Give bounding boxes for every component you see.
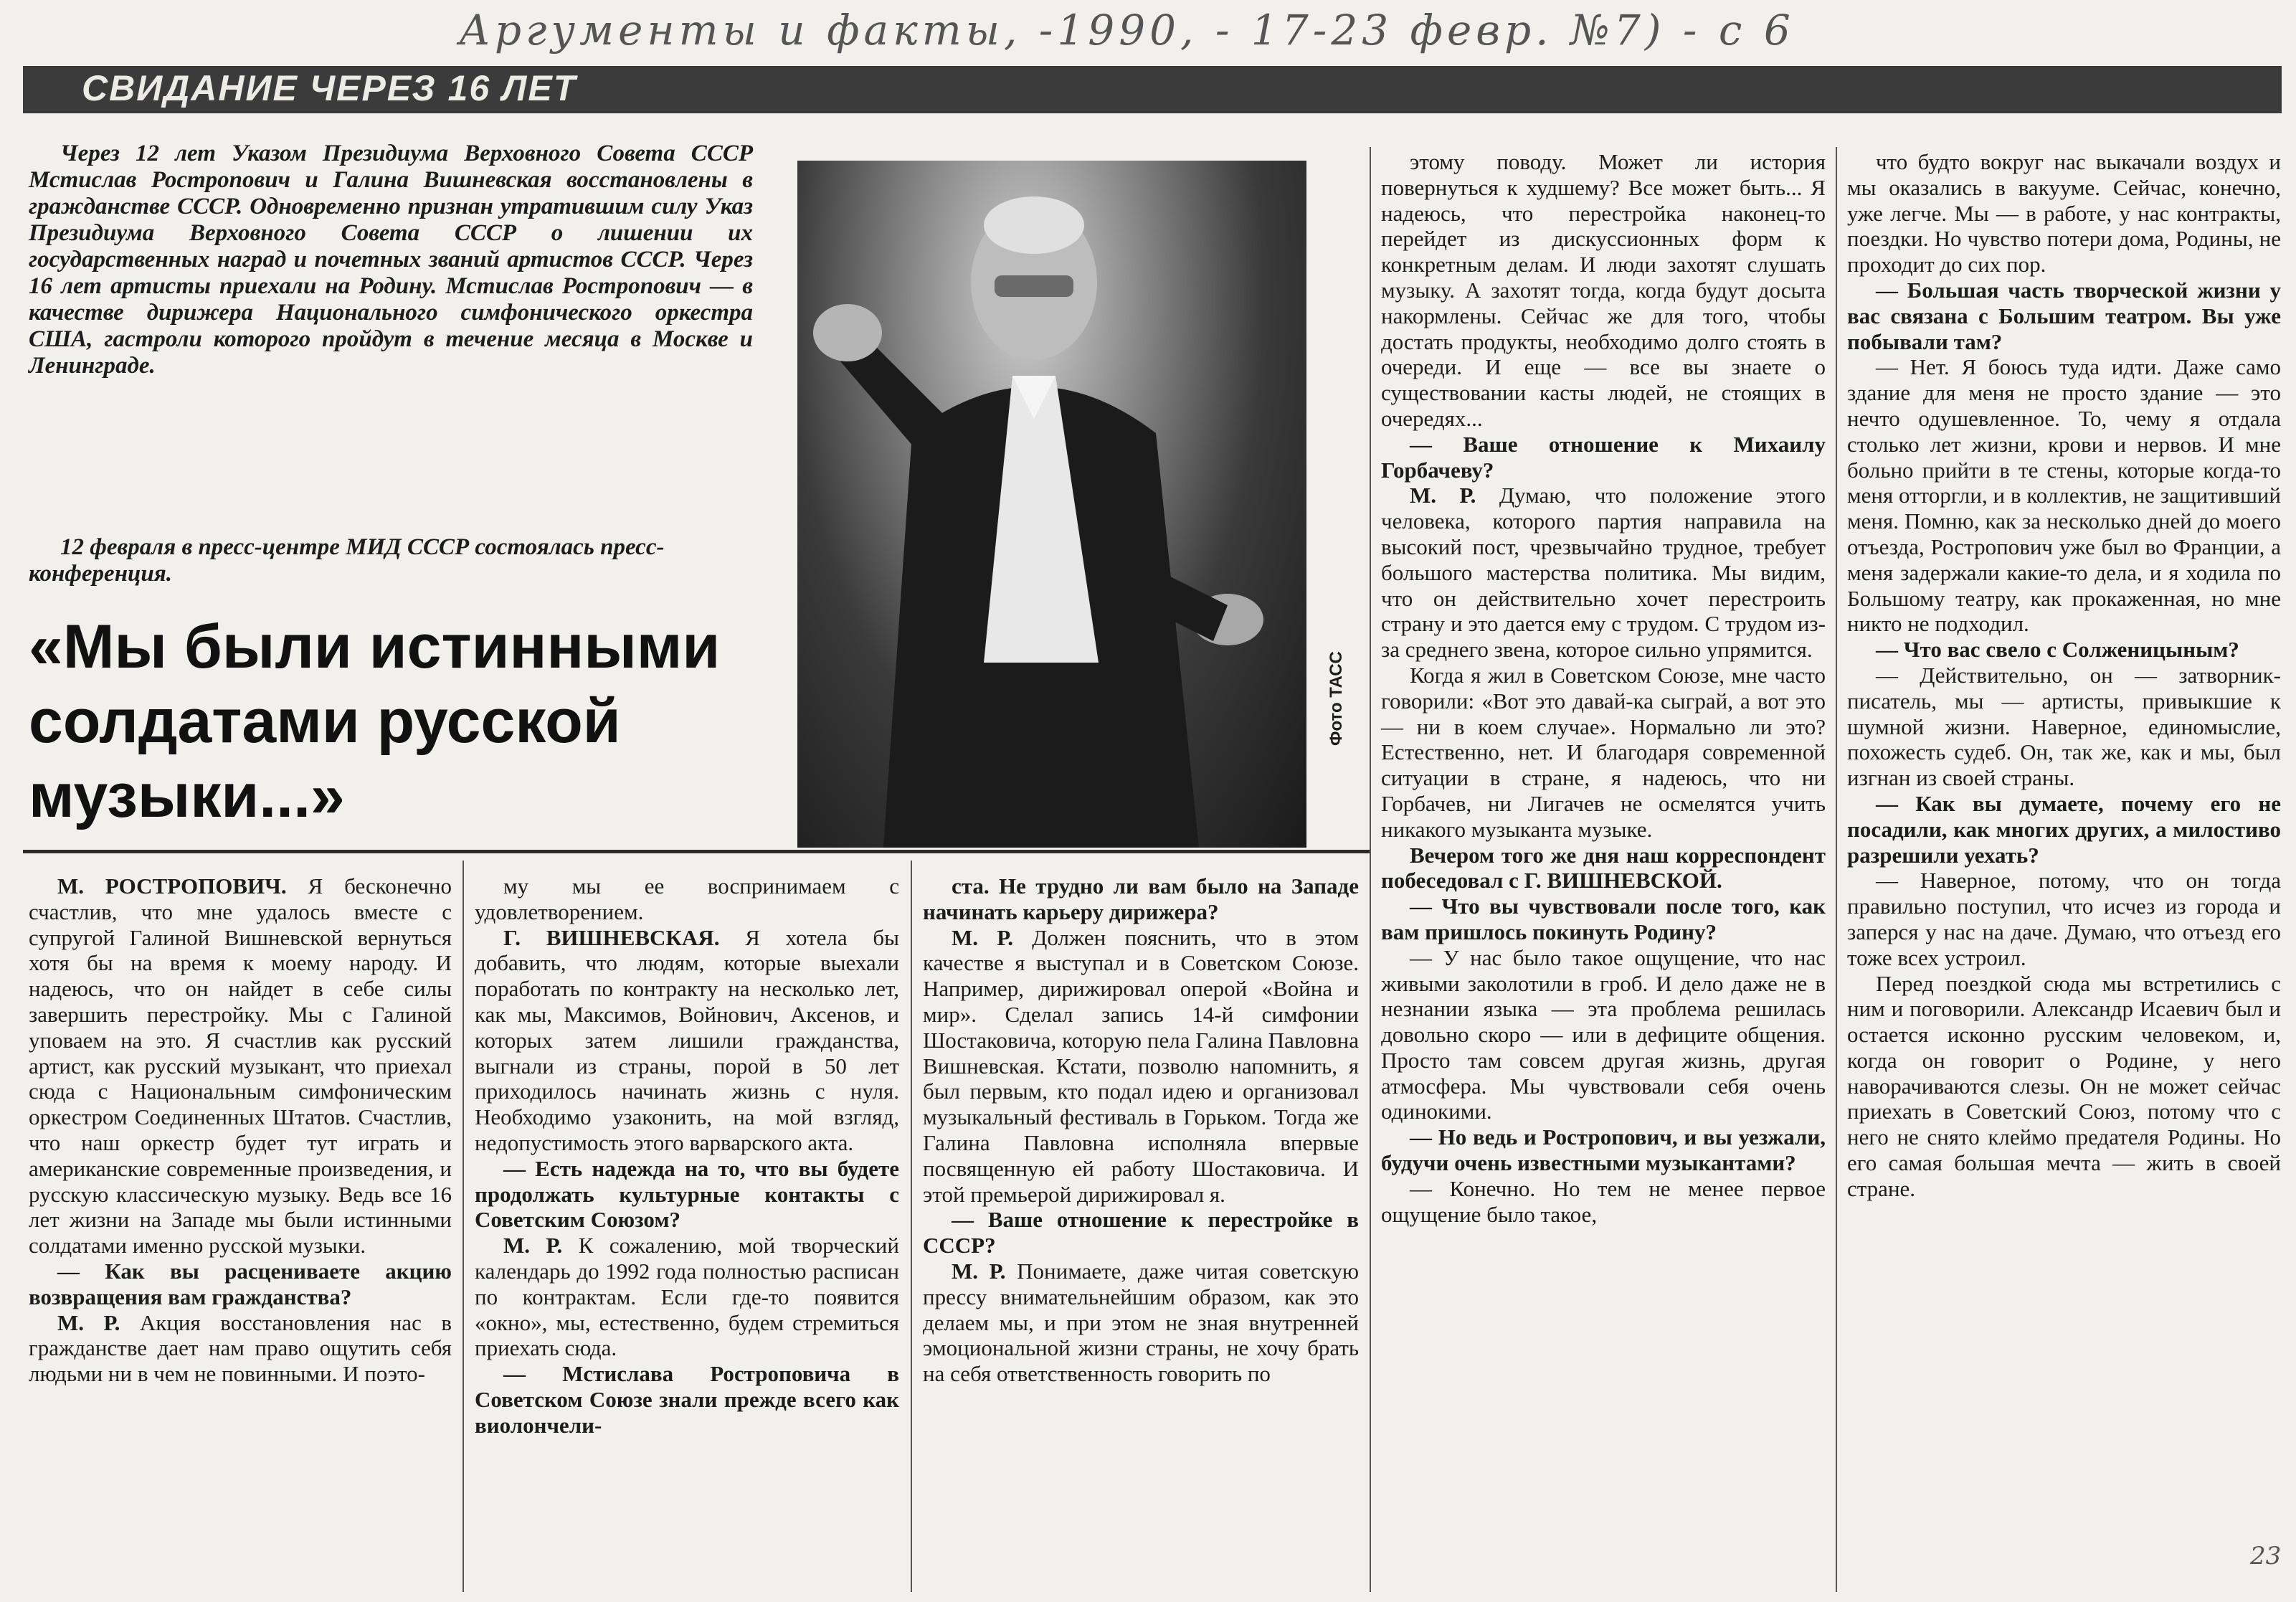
speaker-name: Г. ВИШНЕВСКАЯ. <box>503 924 720 950</box>
conductor-illustration <box>797 161 1306 848</box>
interview-answer <box>923 925 1359 1208</box>
interview-answer <box>1381 1176 1826 1228</box>
interview-question: — Но ведь и Ростропович, и вы уезжали, будучи очень известными музыкантами? <box>1381 1124 1826 1176</box>
answer-text: Понимаете, даже читая советскую прессу внимательнейшим образом, как это делаем мы, и при этом не зная внутренней эмоциональной жизни страны, не хочу брать на себя ответственность говорить по <box>923 1258 1359 1387</box>
interview-question: — Ваше отношение к Михаилу Горбачеву? <box>1381 431 1826 483</box>
interview-answer <box>1847 354 2281 637</box>
answer-text: этому поводу. Может ли история повернуться к худшему? Все может быть... Я надеюсь, что перестройка наконец-то перейдет из дискуссионных форм к конкретным делам. И люди захотят слушать музыку. А захотят тогда, когда будут досыта накормлены. Сейчас же для того, чтобы достать продукты, необходимо долго стоять в очереди. И еще — все вы знаете о существовании касты людей, не стоящих в очередях... <box>1381 149 1826 431</box>
interview-answer <box>1381 663 1826 843</box>
interview-question: — Есть надежда на то, что вы будете продолжать культурные контакты с Советским Союзом? <box>475 1155 899 1233</box>
interview-answer <box>1847 149 2281 278</box>
interview-answer <box>1381 483 1826 663</box>
lead-paragraph-2: 12 февраля в пресс-центре МИД СССР состоялась пресс-конференция. <box>29 534 665 587</box>
article-column-4 <box>1381 149 1826 1227</box>
interview-answer <box>1381 945 1826 1125</box>
answer-text: Акция восстановления нас в гражданстве дает нам право ощутить себя людьми ни в чем не повинными. И поэто- <box>29 1309 452 1387</box>
interview-answer <box>923 1259 1359 1387</box>
article-column-3 <box>923 873 1359 1387</box>
headline: «Мы были истинными солдатами русской музыки...» <box>29 612 721 830</box>
column-divider <box>1370 147 1371 1592</box>
interview-answer <box>29 1310 452 1387</box>
interview-answer <box>29 873 452 1259</box>
interview-answer <box>1847 971 2281 1202</box>
answer-text: Я хотела бы добавить, что людям, которые выехали поработать по контракту на несколько лет, как мы, Максимов, Войнович, Аксенов, и которых затем лишили гражданства, выгнали из страны, порой в 50 лет приходилось начинать жизнь с нуля. Необходимо узаконить, на мой взгляд, недопустимость этого варварского акта. <box>475 924 899 1155</box>
section-banner <box>23 66 2282 113</box>
interview-question: — Что вы чувствовали после того, как вам пришлось покинуть Родину? <box>1381 894 1826 944</box>
answer-text: Я бесконечно счастлив, что мне удалось вместе с супругой Галиной Вишневской вернуться хотя бы на время к моему народу. И надеюсь, что он найдет в себе силы завершить перестройку. Мы с Галиной уповаем на это. Я счастлив как русский артист, как русский музыкант, что приехал сюда с Национальным симфоническим оркестром Соединенных Штатов. Счастлив, что наш оркестр будет тут играть и американские современные произведения, и русскую классическую музыку. Ведь все 16 лет жизни на Западе мы были истинными солдатами именно русской музыки. <box>29 873 452 1259</box>
interview-answer <box>1847 868 2281 970</box>
handwritten-source-note: Аргументы и факты, -1990, - 17-23 февр. №7) - с 6 <box>459 6 1795 54</box>
interview-question: — Ваше отношение к перестройке в СССР? <box>923 1207 1359 1259</box>
speaker-name: М. Р. <box>57 1309 120 1335</box>
answer-text: — У нас было такое ощущение, что нас живыми заколотили в гроб. И дело даже не в незнании языка — эта проблема решилась довольно скоро — или в дефиците общения. Просто там совсем другая жизнь, другая атмосфера. Мы чувствовали себя очень одинокими. <box>1381 944 1826 1124</box>
interview-question: — Как вы думаете, почему его не посадили, как многих других, а милостиво разрешили уехать? <box>1847 790 2281 868</box>
speaker-name: М. Р. <box>952 924 1014 950</box>
article-column-5 <box>1847 149 2281 1202</box>
article-column-2 <box>475 873 899 1439</box>
conductor-photo <box>797 161 1306 848</box>
interview-question: — Мстислава Ростроповича в Советском Союзе знали прежде всего как виолончели- <box>475 1361 899 1438</box>
interview-answer <box>475 1233 899 1361</box>
answer-text: Перед поездкой сюда мы встретились с ним и поговорили. Александр Исаевич был и остается исконно русским человеком, и, когда он говорит о Родине, у него наворачиваются слезы. Он не может сейчас приехать в Советский Союз, потому что с него не снято клеймо предателя Родины. Но его самая большая мечта — жить в своей стране. <box>1847 970 2281 1201</box>
answer-text: — Наверное, потому, что он тогда правильно поступил, что исчез из города и заперся у нас на даче. Думаю, что отъезд его тоже всех устроил. <box>1847 868 2281 970</box>
answer-text: что будто вокруг нас выкачали воздух и мы оказались в вакууме. Сейчас, конечно, уже легче. Мы — в работе, у нас контракты, поездки. Но чувство потери дома, Родины, не проходит до сих пор. <box>1847 149 2281 278</box>
lead-paragraph: Через 12 лет Указом Президиума Верховного Совета СССР Мстислав Ростропович и Галина Вишневская восстановлены в гражданстве СССР. Одновременно признан утратившим силу Указ Президиума Верховного Совета СССР о лишении их государственных наград и почетных званий артистов СССР. Через 16 лет артисты приехали на Родину. Мстислав Ростропович — в качестве дирижера Национального симфонического оркестра США, гастроли которого пройдут в течение месяца в Москве и Ленинграде. <box>29 141 753 379</box>
answer-text: — Действительно, он — затворник-писатель, мы — артисты, привыкшие к шумной жизни. Наверное, единомыслие, похожесть судеб. Он, так же, как и мы, был изгнан из своей страны. <box>1847 662 2281 791</box>
interview-answer <box>475 873 899 925</box>
interview-answer <box>475 925 899 1156</box>
column-divider <box>911 861 912 1592</box>
answer-text: Должен пояснить, что в этом качестве я выступал и в Советском Союзе. Например, дирижировал оперой «Война и мир». Сделал запись 14-й симфонии Шостаковича, которую пела Галина Павловна Вишневская. Кстати, позволю напомнить, я был первым, кто подал идею и организовал музыкальный фестиваль в Горьком. Тогда же Галина Павловна исполняла впервые посвященную ей работу Шостаковича. И этой премьерой дирижировал я. <box>923 924 1359 1207</box>
article-column-1 <box>29 873 452 1387</box>
interview-question: ста. Не трудно ли вам было на Западе начинать карьеру дирижера? <box>923 873 1359 924</box>
speaker-name: М. Р. <box>503 1233 563 1259</box>
speaker-name: М. РОСТРОПОВИЧ. <box>57 873 287 899</box>
interview-question: Вечером того же дня наш корреспондент побеседовал с Г. ВИШНЕВСКОЙ. <box>1381 842 1826 894</box>
page-number: 23 <box>2250 1542 2282 1570</box>
interview-question: — Что вас свело с Солженицыным? <box>1876 637 2239 663</box>
article-rule <box>23 850 1371 853</box>
interview-question: — Как вы расцениваете акцию возвращения вам гражданства? <box>29 1258 452 1309</box>
answer-text: — Конечно. Но тем не менее первое ощущение было такое, <box>1381 1175 1826 1227</box>
column-divider <box>462 861 464 1592</box>
speaker-name: М. Р. <box>952 1258 1006 1284</box>
answer-text: му мы ее воспринимаем с удовлетворением. <box>475 873 899 924</box>
photo-credit: Фото ТАСС <box>1327 651 1346 746</box>
interview-answer <box>1381 149 1826 432</box>
banner-title: СВИДАНИЕ ЧЕРЕЗ 16 ЛЕТ <box>82 68 577 108</box>
answer-text: К сожалению, мой творческий календарь до 1992 года полностью расписан по контрактам. Если где-то появится «окно», мы, естественно, будем стремиться приехать сюда. <box>475 1233 899 1361</box>
interview-question: — Большая часть творческой жизни у вас связана с Большим театром. Вы уже побывали там? <box>1847 277 2281 354</box>
answer-text: Думаю, что положение этого человека, которого партия направила на высокий пост, чрезвычайно трудное, требует большого мастерства политика. Мы видим, что он действительно хочет перестроить страну и это дается ему с трудом. С трудом из-за среднего звена, которое сильно упрямится. <box>1381 483 1826 663</box>
interview-answer <box>1847 663 2281 791</box>
answer-text: — Нет. Я боюсь туда идти. Даже само здание для меня не просто здание — это нечто одушевленное. То, чему я отдала столько лет жизни, крови и нервов. И мне больно прийти в те стены, которые когда-то меня отторгли, и в коллектив, не защитивший меня. Помню, как за несколько дней до моего отъезда, Ростропович уже был во Франции, а меня задержали какие-то дела, и я ходила по Большому театру, как прокаженная, но мне никто не подходил. <box>1847 354 2281 637</box>
answer-text: Когда я жил в Советском Союзе, мне часто говорили: «Вот это давай-ка сыграй, а вот это — ни в коем случае». Нормально ли это? Естественно, нет. И благодаря современной ситуации в стране, я надеюсь, что ни Горбачев, ни Лигачев не осмелятся учить никакого музыканта музыке. <box>1381 662 1826 842</box>
column-divider <box>1836 147 1837 1592</box>
speaker-name: М. Р. <box>1410 483 1476 508</box>
